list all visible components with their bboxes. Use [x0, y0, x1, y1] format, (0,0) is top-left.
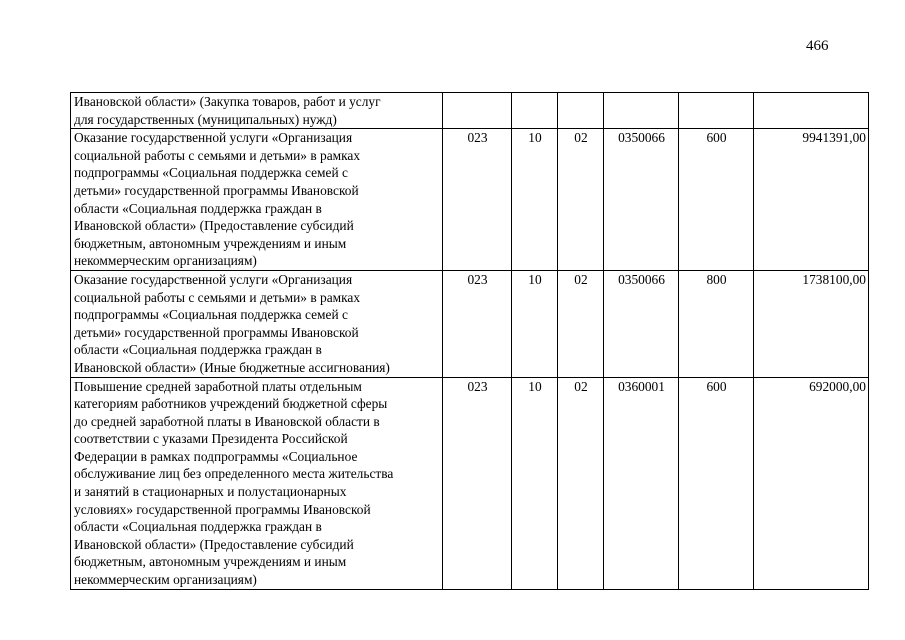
- section-code: 10: [512, 129, 558, 271]
- row-description: Оказание государственной услуги «Организация социальной работы с семьями и детьми» в рамках подпрограммы «Социальная поддержка семей с детьми» государственной программы Ивановской области «Социальная поддержка граждан в Ивановской области» (Предоставление субсидий бюджетным, автономным учреждениям и иным некоммерческим организациям): [71, 129, 443, 271]
- subsection-code: 02: [558, 377, 604, 589]
- target-article-code: 0360001: [604, 377, 679, 589]
- subsection-code: [558, 93, 604, 129]
- expense-type-code: 600: [679, 129, 754, 271]
- table-row: [71, 129, 869, 271]
- table-row: [71, 93, 869, 129]
- amount: [754, 93, 869, 129]
- section-code: 10: [512, 270, 558, 377]
- row-description: Ивановской области» (Закупка товаров, работ и услуг для государственных (муниципальных) нужд): [71, 93, 443, 129]
- amount: 9941391,00: [754, 129, 869, 271]
- table-row: [71, 377, 869, 589]
- ministry-code: 023: [443, 270, 512, 377]
- section-code: 10: [512, 377, 558, 589]
- subsection-code: 02: [558, 270, 604, 377]
- ministry-code: [443, 93, 512, 129]
- ministry-code: 023: [443, 129, 512, 271]
- target-article-code: [604, 93, 679, 129]
- amount: 1738100,00: [754, 270, 869, 377]
- row-description: Оказание государственной услуги «Организация социальной работы с семьями и детьми» в рамках подпрограммы «Социальная поддержка семей с детьми» государственной программы Ивановской области «Социальная поддержка граждан в Ивановской области» (Иные бюджетные ассигнования): [71, 270, 443, 377]
- budget-table: [70, 92, 869, 590]
- row-description: Повышение средней заработной платы отдельным категориям работников учреждений бюджетной сферы до средней заработной платы в Ивановской области в соответствии с указами Президента Российской Федерации в рамках подпрограммы «Социальное обслуживание лиц без определенного места жительства и занятий в стационарных и полустационарных условиях» государственной программы Ивановской области «Социальная поддержка граждан в Ивановской области» (Предоставление субсидий бюджетным, автономным учреждениям и иным некоммерческим организациям): [71, 377, 443, 589]
- amount: 692000,00: [754, 377, 869, 589]
- expense-type-code: 600: [679, 377, 754, 589]
- section-code: [512, 93, 558, 129]
- expense-type-code: [679, 93, 754, 129]
- target-article-code: 0350066: [604, 270, 679, 377]
- target-article-code: 0350066: [604, 129, 679, 271]
- page-number: 466: [806, 38, 829, 54]
- subsection-code: 02: [558, 129, 604, 271]
- expense-type-code: 800: [679, 270, 754, 377]
- table-row: [71, 270, 869, 377]
- ministry-code: 023: [443, 377, 512, 589]
